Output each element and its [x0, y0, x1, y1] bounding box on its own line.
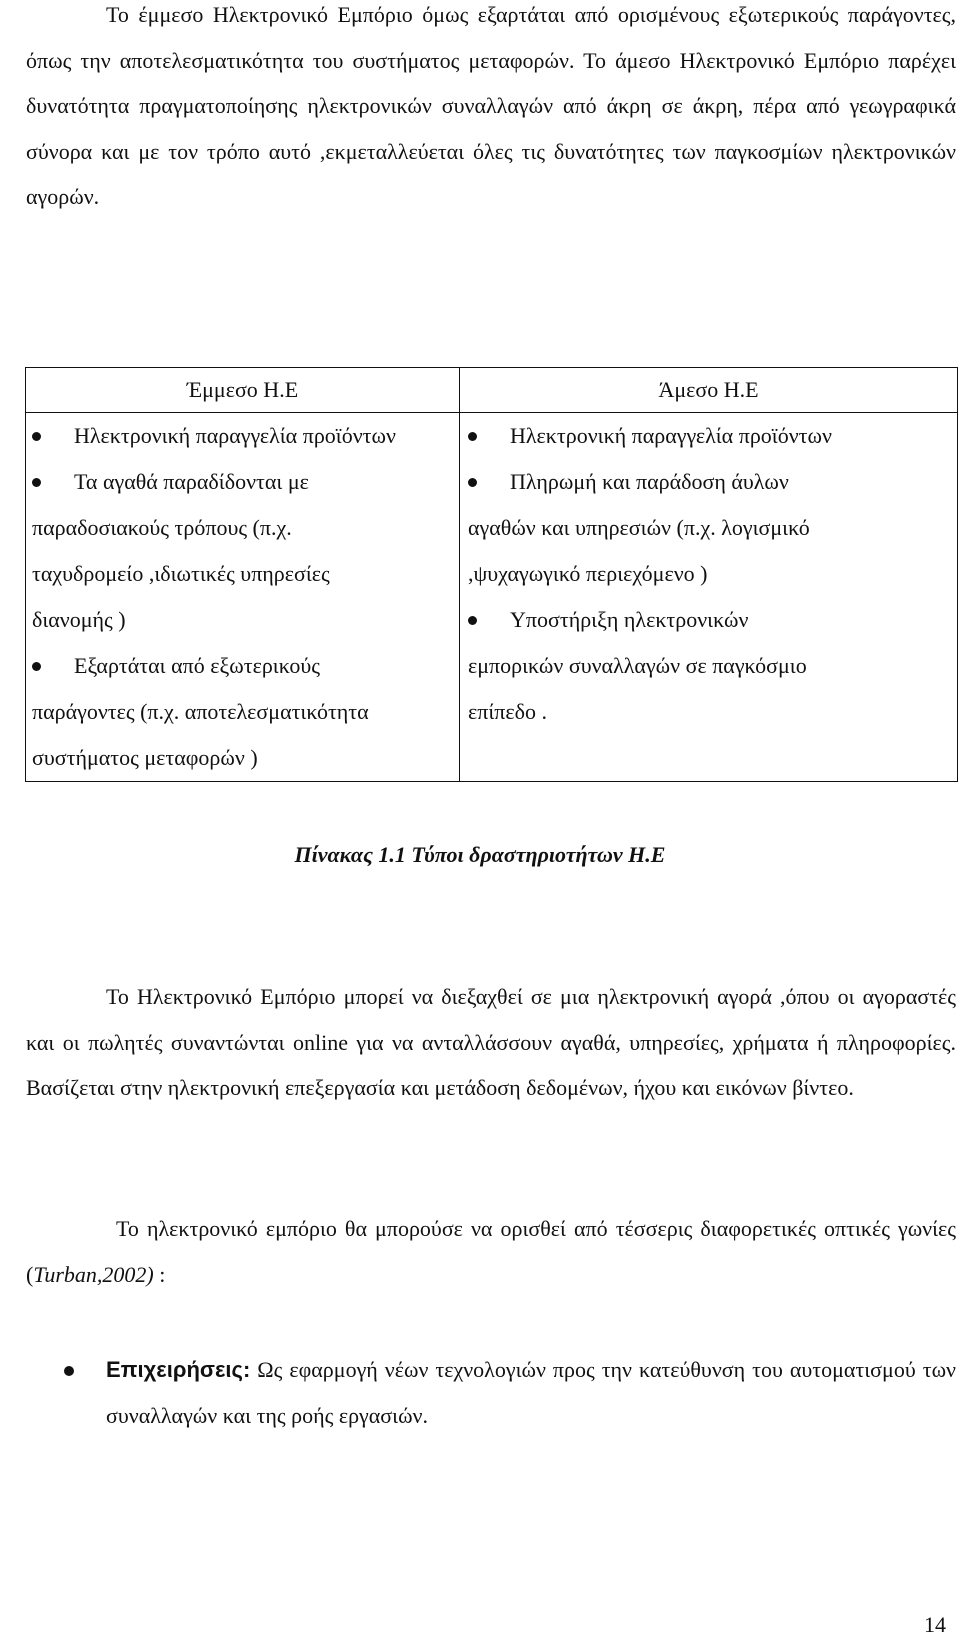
list-item: Ηλεκτρονική παραγγελία προϊόντων [32, 413, 453, 459]
bullet-icon [468, 478, 477, 487]
citation: Turban,2002) [33, 1261, 154, 1287]
list-item: Τα αγαθά παραδίδονται με [32, 459, 453, 505]
list-item-continuation: παράγοντες (π.χ. αποτελεσματικότητα [32, 699, 369, 724]
bullet-icon [468, 616, 477, 625]
cell-indirect [26, 413, 460, 782]
table-caption: Πίνακας 1.1 Τύποι δραστηριοτήτων Η.Ε [294, 842, 666, 867]
bullet-text: Ως εφαρμογή νέων τεχνολογιών προς την κατεύθυνση του αυτοματισμού των συναλλαγών και της ροής εργασιών. [106, 1357, 956, 1428]
bullet-icon [64, 1366, 74, 1376]
list-item-continuation: εμπορικών συναλλαγών σε παγκόσμιο [468, 653, 807, 678]
list-item: Εξαρτάται από εξωτερικούς [32, 643, 453, 689]
paragraph-definitions [26, 1206, 956, 1297]
list-item-continuation: διανομής ) [32, 607, 126, 632]
table-header-row [26, 368, 958, 413]
bullet-icon [32, 478, 41, 487]
list-item-continuation: αγαθών και υπηρεσιών (π.χ. λογισμικό [468, 515, 810, 540]
list-item-continuation: ταχυδρομείο ,ιδιωτικές υπηρεσίες [32, 561, 330, 586]
paragraph-marketplace: Το Ηλεκτρονικό Εμπόριο μπορεί να διεξαχθεί σε μια ηλεκτρονική αγορά ,όπου οι αγοραστές και οι πωλητές συναντώνται online για να ανταλλάσσουν αγαθά, υπηρεσίες, χρήματα ή πληροφορίες. Βασίζεται στην ηλεκτρονική επεξεργασία και μετάδοση δεδομένων, ήχου και εικόνων βίντεο. [26, 984, 956, 1100]
table-body-row [26, 413, 958, 782]
header-indirect: Έμμεσο Η.Ε [26, 368, 460, 413]
list-item-continuation: παραδοσιακούς τρόπους (π.χ. [32, 515, 292, 540]
page-number: 14 [924, 1612, 946, 1637]
bullet-icon [468, 432, 477, 441]
header-direct: Άμεσο Η.Ε [460, 368, 958, 413]
bullet-term: Επιχειρήσεις: [106, 1357, 251, 1382]
paragraph-definitions-text: Το ηλεκτρονικό εμπόριο θα μπορούσε να ορισθεί από τέσσερις διαφορετικές οπτικές γωνίες ( [26, 1216, 956, 1287]
paragraph-intro: Το έμμεσο Ηλεκτρονικό Εμπόριο όμως εξαρτάται από ορισμένους εξωτερικούς παράγοντες, όπως την αποτελεσματικότητα του συστήματος μεταφορών. Το άμεσο Ηλεκτρονικό Εμπόριο παρέχει δυνατότητα πραγματοποίησης ηλεκτρονικών συναλλαγών από άκρη σε άκρη, πέρα από γεωγραφικά σύνορα και με τον τρόπο αυτό ,εκμεταλλεύεται όλες τις δυνατότητες των παγκοσμίων ηλεκτρονικών αγορών. [26, 2, 956, 209]
bullet-business [26, 1347, 956, 1439]
bullet-icon [32, 662, 41, 671]
paragraph-definitions-end: : [153, 1261, 166, 1287]
list-item: Πληρωμή και παράδοση άυλων [468, 459, 951, 505]
list-item-continuation: επίπεδο . [468, 699, 547, 724]
list-item-continuation: ,ψυχαγωγικό περιεχόμενο ) [468, 561, 708, 586]
bullet-icon [32, 432, 41, 441]
list-item-continuation: συστήματος μεταφορών ) [32, 745, 258, 770]
list-item: Ηλεκτρονική παραγγελία προϊόντων [468, 413, 951, 459]
list-item: Υποστήριξη ηλεκτρονικών [468, 597, 951, 643]
activity-types-table [25, 367, 958, 782]
cell-direct [460, 413, 958, 782]
